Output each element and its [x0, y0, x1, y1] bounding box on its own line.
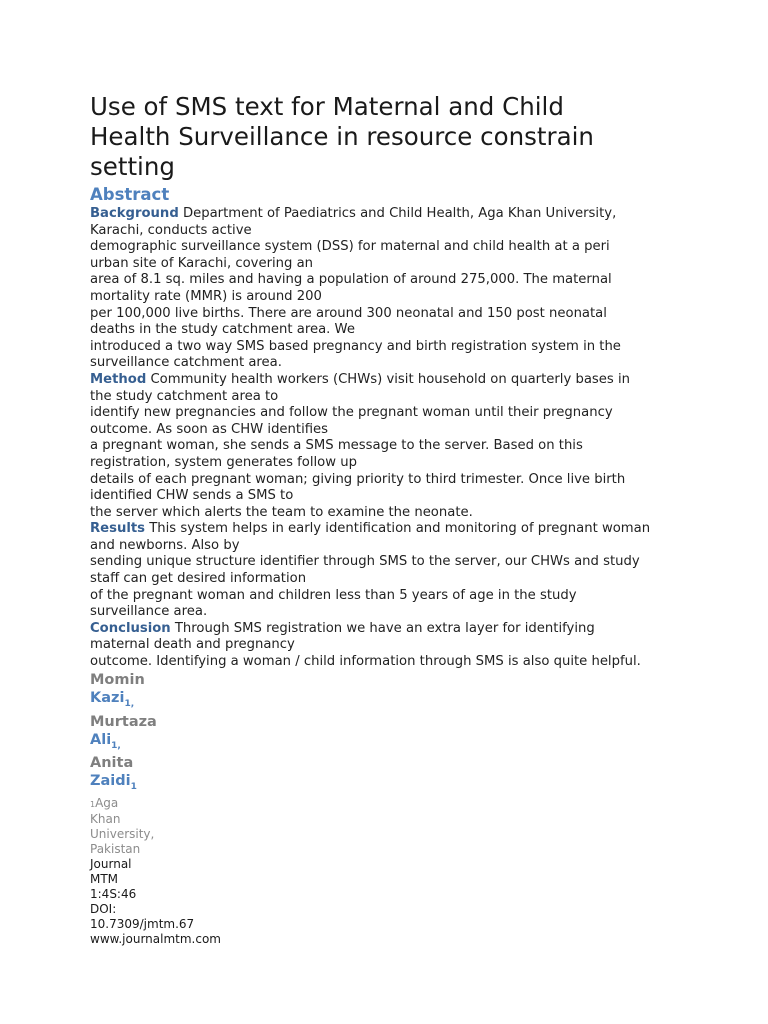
section-text-background: Department of Paediatrics and Child Health, Aga Khan University, Karachi, conducts active demographic surveillance system (DSS) for maternal and child health at a peri urban site of Karachi, covering an area of 8.1 sq. miles and having a population of around 275,000. The maternal mortality rate (MMR) is around 200 per 100,000 live births. There are around 300 neonatal and 150 post neonatal deaths in the study catchment area. We introduced a two way SMS based pregnancy and birth registration system in the surveillance catchment area. — [90, 206, 621, 371]
affiliation — [90, 796, 690, 857]
section-text-results: This system helps in early identification and monitoring of pregnant woman and newborns. Also by sending unique structure identifier through SMS to the server, our CHWs and study staff can get desired information of the pregnant woman and children less than 5 years of age in the study surveillance area. — [90, 521, 651, 620]
author-affiliation-mark: 1 — [130, 782, 137, 793]
author-first-name: Anita — [90, 755, 134, 772]
author-last-name: Zaidi$_1$ — [90, 773, 137, 793]
page-title: Use of SMS text for Maternal and Child Health Surveillance in resource constrain setting — [90, 92, 594, 181]
author-list — [90, 671, 690, 797]
journal-meta — [90, 857, 690, 947]
doi-label: DOI: — [90, 902, 117, 917]
journal-url[interactable]: www.journalmtm.com — [90, 932, 221, 947]
doi-value: 10.7309/jmtm.67 — [90, 917, 195, 932]
author-affiliation-mark: 1, — [111, 740, 121, 751]
section-label-conclusion: Conclusion — [90, 620, 171, 636]
section-results — [90, 521, 690, 621]
affiliation-mark: 1 — [90, 800, 96, 810]
author-last-name: Ali$_{1,}$ — [90, 731, 121, 751]
journal-name: Journal — [90, 857, 132, 872]
author-first-name: Momin — [90, 671, 145, 688]
journal-volume: 1:4S:46 — [90, 887, 137, 902]
section-label-results: Results — [90, 521, 146, 537]
section-text-conclusion: Through SMS registration we have an extra layer for identifying maternal death and pregnancy outcome. Identifying a woman / child information through SMS is also quite helpful. — [90, 620, 641, 670]
document-page — [90, 92, 690, 947]
section-background — [90, 206, 690, 372]
section-conclusion — [90, 621, 690, 671]
author-affiliation-mark: 1, — [124, 698, 135, 709]
section-label-background: Background — [90, 206, 179, 221]
affiliation-line: Pakistan — [90, 842, 141, 857]
section-label-method: Method — [90, 371, 147, 387]
abstract-heading: Abstract — [90, 185, 170, 204]
affiliation-line: 1Aga — [90, 796, 119, 811]
affiliation-line: University, — [90, 827, 155, 842]
journal-abbrev: MTM — [90, 872, 119, 887]
section-method — [90, 372, 690, 521]
author-first-name: Murtaza — [90, 713, 157, 730]
section-text-method: Community health workers (CHWs) visit household on quarterly bases in the study catchment area to identify new pregnancies and follow the pregnant woman until their pregnancy outcome. As soon as CHW identifies a pregnant woman, she sends a SMS message to the server. Based on this registration, system generates follow up details of each pregnant woman; giving priority to third trimester. Once live birth identified CHW sends a SMS to the server which alerts the team to examine the neonate. — [90, 371, 630, 520]
author-last-name: Kazi$_{1,}$ — [90, 689, 135, 709]
affiliation-line: Khan — [90, 812, 121, 827]
